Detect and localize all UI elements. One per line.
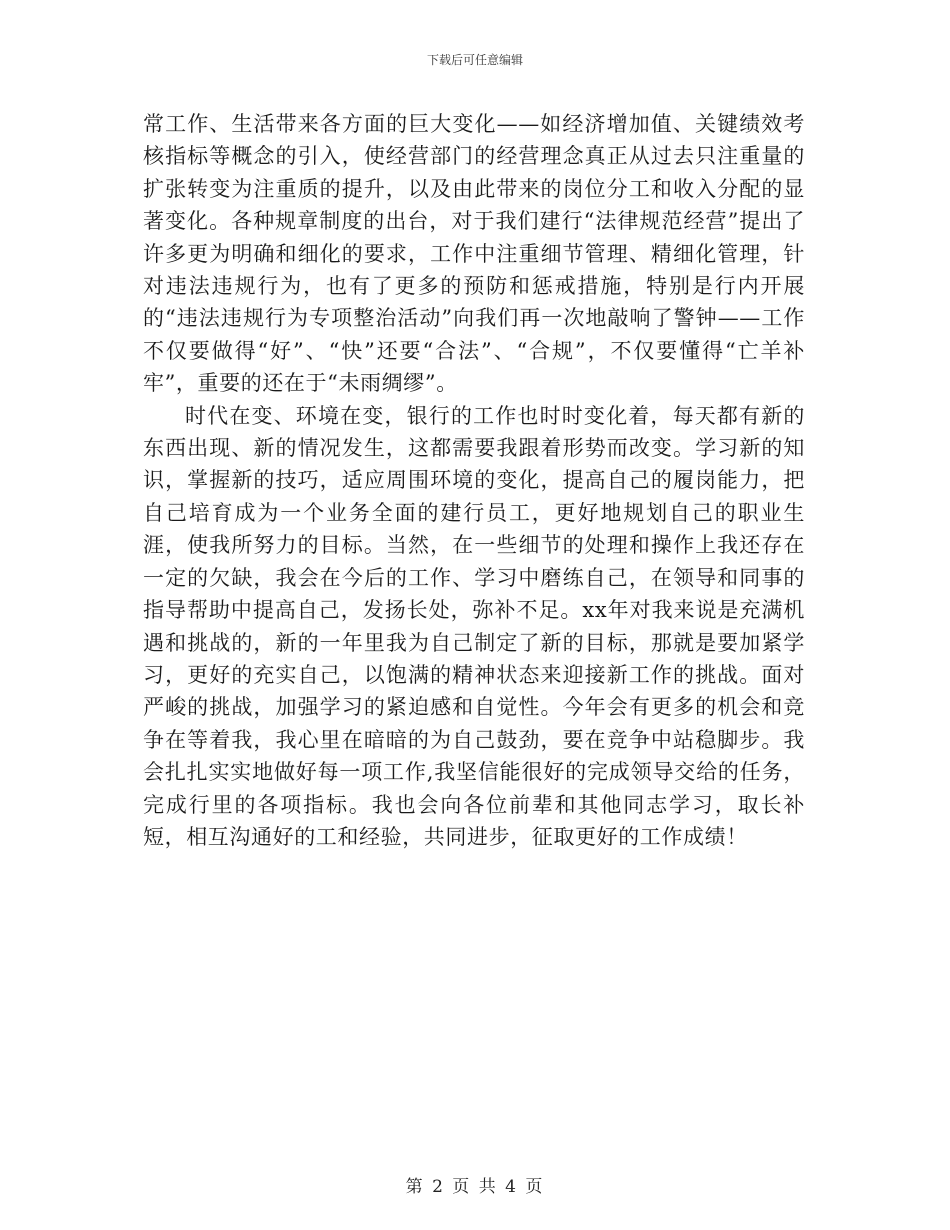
paragraph-continued: 常工作、生活带来各方面的巨大变化——如经济增加值、关键绩效考核指标等概念的引入，使经营部门的经营理念真正从过去只注重量的扩张转变为注重质的提升，以及由此带来的岗位分工和收入分配的显著变化。各种规章制度的出台，对于我们建行“法律规范经营”提出了许多更为明确和细化的要求，工作中注重细节管理、精细化管理，针对违法违规行为，也有了更多的预防和惩戒措施，特别是行内开展的“违法违规行为专项整治活动”向我们再一次地敲响了警钟——工作不仅要做得“好”、“快”还要“合法”、“合规”，不仅要懂得“亡羊补牢”，重要的还在于“未雨绸缪”。 bbox=[143, 112, 805, 396]
document-body bbox=[143, 108, 805, 853]
paragraph: 时代在变、环境在变，银行的工作也时时变化着，每天都有新的东西出现、新的情况发生，这都需要我跟着形势而改变。学习新的知识，掌握新的技巧，适应周围环境的变化，提高自己的履岗能力，把自己培育成为一个业务全面的建行员工，更好地规划自己的职业生涯，使我所努力的目标。当然，在一些细节的处理和操作上我还存在一定的欠缺，我会在今后的工作、学习中磨练自己，在领导和同事的指导帮助中提高自己，发扬长处，弥补不足。xx年对我来说是充满机遇和挑战的，新的一年里我为自己制定了新的目标，那就是要加紧学习，更好的充实自己，以饱满的精神状态来迎接新工作的挑战。面对严峻的挑战，加强学习的紧迫感和自觉性。今年会有更多的机会和竞争在等着我，我心里在暗暗的为自己鼓劲，要在竞争中站稳脚步。我会扎扎实实地做好每一项工作,我坚信能很好的完成领导交给的任务，完成行里的各项指标。我也会向各位前辈和其他同志学习，取长补短，相互沟通好的工和经验，共同进步，征取更好的工作成绩！ bbox=[143, 403, 805, 849]
page-number-footer: 第 2 页 共 4 页 bbox=[405, 1177, 545, 1197]
page-header-note: 下载后可任意编辑 bbox=[426, 53, 523, 67]
